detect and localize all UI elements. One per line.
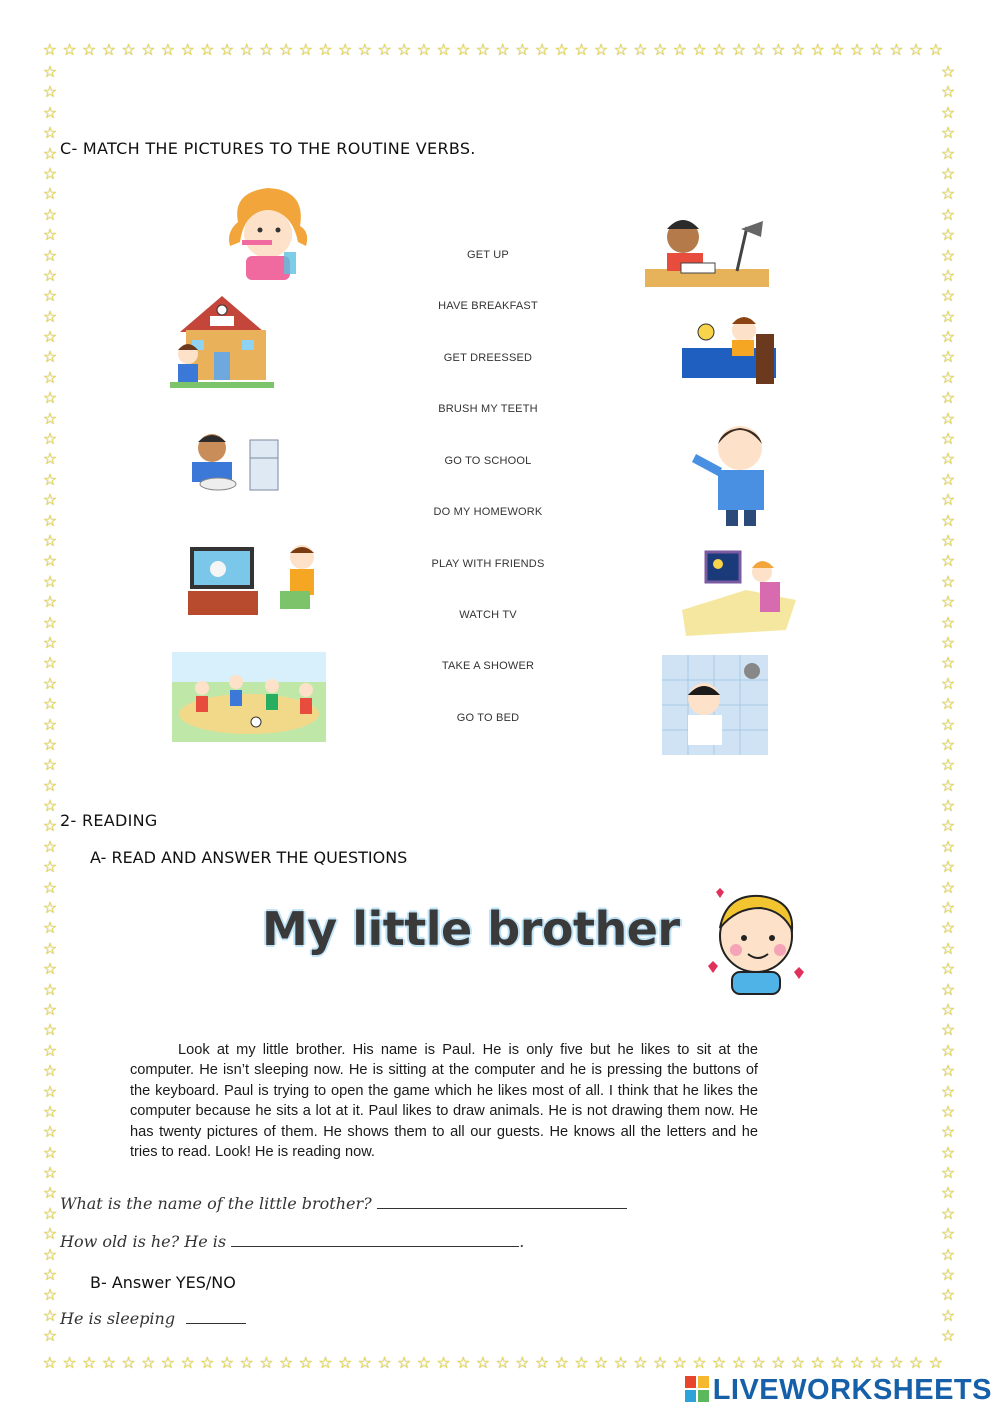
star-icon: ☆ [712, 40, 727, 58]
star-icon: ☆ [940, 469, 956, 489]
star-icon: ☆ [940, 490, 956, 510]
star-icon: ☆ [377, 1353, 392, 1371]
star-icon: ☆ [928, 1353, 943, 1371]
question-name [60, 1194, 627, 1213]
star-icon: ☆ [731, 1353, 747, 1371]
star-icon: ☆ [42, 999, 58, 1019]
star-icon: ☆ [42, 40, 58, 58]
question-sleeping-text: He is sleeping [60, 1309, 176, 1328]
story-paragraph: Look at my little brother. His name is Paul. He is only five but he likes to sit at the computer. He isn’t sleeping now. He is sitting at the computer and he is pressing the buttons of the keyboard. Paul is trying to open the game which he likes most of all. I think that he likes the computer because he sits a lot at it. Paul likes to draw animals. He is not drawing them now. He has twenty pictures of them. He shows them to all our guests. He knows all the letters and he tries to read. Look! He is reading now. [130, 1042, 758, 1161]
star-icon: ☆ [940, 755, 956, 775]
star-icon: ☆ [940, 327, 956, 347]
star-icon: ☆ [940, 734, 956, 754]
star-icon: ☆ [42, 959, 58, 979]
star-icon: ☆ [357, 1353, 373, 1371]
star-icon: ☆ [42, 1183, 58, 1203]
star-icon: ☆ [534, 40, 550, 58]
star-icon: ☆ [940, 1183, 956, 1203]
star-icon: ☆ [42, 816, 58, 836]
star-icon: ☆ [940, 82, 956, 102]
star-icon: ☆ [200, 1353, 215, 1371]
star-icon: ☆ [377, 40, 392, 58]
star-icon: ☆ [940, 265, 956, 285]
star-icon: ☆ [940, 429, 956, 449]
star-icon: ☆ [940, 1163, 956, 1183]
star-icon: ☆ [940, 225, 956, 245]
star-icon: ☆ [42, 1081, 58, 1101]
star-icon: ☆ [940, 367, 956, 387]
star-icon: ☆ [42, 938, 58, 958]
star-icon: ☆ [574, 40, 589, 58]
verb-item: PLAY WITH FRIENDS [431, 558, 545, 570]
star-icon: ☆ [42, 143, 58, 163]
star-icon: ☆ [652, 1353, 668, 1371]
star-icon: ☆ [141, 1353, 156, 1371]
star-icon: ☆ [42, 612, 58, 632]
star-icon: ☆ [42, 367, 58, 387]
star-icon: ☆ [940, 612, 956, 632]
star-icon: ☆ [940, 1285, 956, 1305]
liveworksheets-logo[interactable] [685, 1374, 992, 1407]
star-icon: ☆ [239, 40, 254, 58]
star-icon: ☆ [42, 877, 58, 897]
star-icon: ☆ [337, 1353, 353, 1371]
star-icon: ☆ [771, 40, 786, 58]
star-icon: ☆ [475, 40, 491, 58]
star-icon: ☆ [259, 1353, 274, 1371]
star-icon: ☆ [42, 388, 58, 408]
star-icon: ☆ [180, 40, 195, 58]
boy-taking-shower-image [662, 655, 768, 755]
star-icon: ☆ [42, 449, 58, 469]
star-icon: ☆ [42, 1305, 58, 1325]
boy-going-to-school-image [170, 292, 274, 390]
boy-watching-tv-image [188, 543, 322, 619]
star-icon: ☆ [42, 979, 58, 999]
star-icon: ☆ [101, 40, 117, 58]
star-icon: ☆ [42, 1265, 58, 1285]
star-icon: ☆ [42, 592, 58, 612]
question-age-text: How old is he? He is [60, 1232, 227, 1251]
star-icon: ☆ [42, 755, 58, 775]
star-icon: ☆ [940, 510, 956, 530]
star-icon: ☆ [318, 1353, 333, 1371]
star-icon: ☆ [219, 1353, 235, 1371]
star-icon: ☆ [42, 551, 58, 571]
boy-doing-homework-image [645, 207, 769, 289]
star-icon: ☆ [416, 40, 432, 58]
star-icon: ☆ [692, 1353, 707, 1371]
star-icon: ☆ [908, 1353, 924, 1371]
star-icon: ☆ [397, 1353, 412, 1371]
star-icon: ☆ [42, 510, 58, 530]
star-icon: ☆ [534, 1353, 550, 1371]
star-icon: ☆ [259, 40, 274, 58]
star-icon: ☆ [42, 225, 58, 245]
star-icon: ☆ [940, 1305, 956, 1325]
star-icon: ☆ [42, 490, 58, 510]
star-icon: ☆ [633, 1353, 648, 1371]
star-icon: ☆ [121, 1353, 136, 1371]
star-icon: ☆ [42, 1244, 58, 1264]
star-icon: ☆ [42, 1353, 58, 1371]
star-icon: ☆ [298, 1353, 313, 1371]
star-icon: ☆ [940, 694, 956, 714]
star-icon: ☆ [160, 40, 176, 58]
star-border-right [939, 62, 957, 1354]
star-icon: ☆ [180, 1353, 195, 1371]
star-icon: ☆ [940, 592, 956, 612]
star-icon: ☆ [712, 1353, 727, 1371]
star-icon: ☆ [940, 163, 956, 183]
star-icon: ☆ [940, 184, 956, 204]
star-icon: ☆ [456, 40, 471, 58]
star-icon: ☆ [456, 1353, 471, 1371]
star-icon: ☆ [751, 1353, 766, 1371]
star-icon: ☆ [940, 143, 956, 163]
star-icon: ☆ [42, 796, 58, 816]
star-icon: ☆ [940, 306, 956, 326]
star-icon: ☆ [42, 1061, 58, 1081]
star-icon: ☆ [940, 775, 956, 795]
star-icon: ☆ [42, 714, 58, 734]
star-icon: ☆ [62, 40, 77, 58]
verb-item: WATCH TV [459, 609, 517, 621]
star-icon: ☆ [940, 1265, 956, 1285]
star-icon: ☆ [889, 40, 904, 58]
star-icon: ☆ [42, 1203, 58, 1223]
star-icon: ☆ [397, 40, 412, 58]
question-age-period: . [519, 1232, 525, 1251]
section-c-heading: C- MATCH THE PICTURES TO THE ROUTINE VERBS. [60, 139, 476, 158]
star-icon: ☆ [42, 898, 58, 918]
star-icon: ☆ [940, 857, 956, 877]
star-icon: ☆ [42, 327, 58, 347]
star-icon: ☆ [613, 1353, 628, 1371]
star-icon: ☆ [928, 40, 943, 58]
verb-item: DO MY HOMEWORK [433, 506, 543, 518]
question-name-text: What is the name of the little brother? [60, 1194, 372, 1213]
star-icon: ☆ [771, 1353, 786, 1371]
star-icon: ☆ [495, 40, 510, 58]
star-icon: ☆ [42, 1326, 58, 1346]
star-icon: ☆ [160, 1353, 176, 1371]
star-icon: ☆ [42, 265, 58, 285]
star-icon: ☆ [42, 1142, 58, 1162]
star-icon: ☆ [42, 571, 58, 591]
happy-boy-image [702, 884, 810, 996]
star-icon: ☆ [42, 694, 58, 714]
star-icon: ☆ [42, 1163, 58, 1183]
verb-item: GET UP [467, 249, 509, 261]
star-icon: ☆ [940, 796, 956, 816]
star-icon: ☆ [940, 1224, 956, 1244]
star-icon: ☆ [940, 551, 956, 571]
girl-going-to-bed-image [676, 550, 802, 642]
reading-heading: 2- READING [60, 811, 158, 830]
star-icon: ☆ [692, 40, 707, 58]
star-icon: ☆ [940, 1061, 956, 1081]
star-border-left [41, 62, 59, 1354]
star-icon: ☆ [42, 673, 58, 693]
verb-item: TAKE A SHOWER [441, 660, 535, 672]
star-icon: ☆ [849, 40, 865, 58]
star-icon: ☆ [515, 40, 530, 58]
star-icon: ☆ [318, 40, 333, 58]
star-icon: ☆ [849, 1353, 865, 1371]
star-icon: ☆ [940, 632, 956, 652]
star-icon: ☆ [830, 1353, 845, 1371]
star-icon: ☆ [940, 653, 956, 673]
star-icon: ☆ [751, 40, 766, 58]
star-border-bottom [40, 1353, 960, 1371]
star-icon: ☆ [940, 979, 956, 999]
star-icon: ☆ [42, 123, 58, 143]
star-icon: ☆ [790, 40, 806, 58]
star-icon: ☆ [337, 40, 353, 58]
star-icon: ☆ [633, 40, 648, 58]
star-icon: ☆ [62, 1353, 77, 1371]
star-icon: ☆ [810, 1353, 825, 1371]
question-age [60, 1232, 524, 1251]
star-icon: ☆ [298, 40, 313, 58]
verb-item: BRUSH MY TEETH [438, 403, 538, 415]
star-border-top [40, 40, 960, 58]
liveworksheets-brand-text: LIVEWORKSHEETS [712, 1374, 992, 1406]
star-icon: ☆ [940, 959, 956, 979]
star-icon: ☆ [42, 429, 58, 449]
star-icon: ☆ [940, 102, 956, 122]
reading-instruction-b: B- Answer YES/NO [90, 1273, 236, 1292]
star-icon: ☆ [42, 245, 58, 265]
star-icon: ☆ [940, 286, 956, 306]
girl-brushing-teeth-image [222, 182, 314, 280]
star-icon: ☆ [42, 836, 58, 856]
star-icon: ☆ [416, 1353, 432, 1371]
star-icon: ☆ [101, 1353, 117, 1371]
star-icon: ☆ [82, 1353, 97, 1371]
star-icon: ☆ [42, 62, 58, 81]
star-icon: ☆ [940, 62, 956, 81]
star-icon: ☆ [940, 999, 956, 1019]
verb-item: GET DREESSED [443, 352, 533, 364]
star-icon: ☆ [731, 40, 747, 58]
star-icon: ☆ [593, 40, 609, 58]
star-icon: ☆ [42, 530, 58, 550]
star-icon: ☆ [42, 918, 58, 938]
star-icon: ☆ [42, 1224, 58, 1244]
star-icon: ☆ [42, 857, 58, 877]
star-icon: ☆ [42, 347, 58, 367]
verb-item: GO TO SCHOOL [444, 455, 532, 467]
star-icon: ☆ [42, 1101, 58, 1121]
star-icon: ☆ [940, 347, 956, 367]
star-icon: ☆ [357, 40, 373, 58]
star-icon: ☆ [940, 530, 956, 550]
star-icon: ☆ [200, 40, 215, 58]
reading-instruction-a: A- READ AND ANSWER THE QUESTIONS [90, 848, 408, 867]
star-icon: ☆ [869, 40, 884, 58]
answer-name-blank[interactable] [377, 1194, 627, 1209]
star-icon: ☆ [940, 571, 956, 591]
star-icon: ☆ [436, 40, 451, 58]
star-icon: ☆ [42, 102, 58, 122]
star-icon: ☆ [593, 1353, 609, 1371]
star-icon: ☆ [810, 40, 825, 58]
star-icon: ☆ [652, 40, 668, 58]
star-icon: ☆ [869, 1353, 884, 1371]
star-icon: ☆ [889, 1353, 904, 1371]
answer-sleeping-blank[interactable] [186, 1309, 246, 1324]
star-icon: ☆ [42, 184, 58, 204]
star-icon: ☆ [940, 938, 956, 958]
star-icon: ☆ [42, 653, 58, 673]
star-icon: ☆ [42, 632, 58, 652]
star-icon: ☆ [42, 1285, 58, 1305]
star-icon: ☆ [121, 40, 136, 58]
star-icon: ☆ [42, 204, 58, 224]
star-icon: ☆ [42, 1040, 58, 1060]
star-icon: ☆ [42, 1020, 58, 1040]
star-icon: ☆ [141, 40, 156, 58]
star-icon: ☆ [940, 1326, 956, 1346]
verb-item: HAVE BREAKFAST [438, 300, 538, 312]
star-icon: ☆ [940, 1081, 956, 1101]
star-icon: ☆ [830, 40, 845, 58]
star-icon: ☆ [495, 1353, 510, 1371]
star-icon: ☆ [42, 163, 58, 183]
star-icon: ☆ [940, 1020, 956, 1040]
liveworksheets-badge-icon [685, 1376, 709, 1402]
star-icon: ☆ [940, 1203, 956, 1223]
star-icon: ☆ [278, 40, 294, 58]
star-icon: ☆ [219, 40, 235, 58]
star-icon: ☆ [940, 449, 956, 469]
star-icon: ☆ [42, 1122, 58, 1142]
verb-item: GO TO BED [456, 712, 520, 724]
star-icon: ☆ [940, 245, 956, 265]
star-icon: ☆ [42, 306, 58, 326]
star-icon: ☆ [790, 1353, 806, 1371]
star-icon: ☆ [908, 40, 924, 58]
star-icon: ☆ [42, 469, 58, 489]
star-icon: ☆ [574, 1353, 589, 1371]
star-icon: ☆ [672, 40, 688, 58]
question-sleeping [60, 1309, 246, 1328]
kids-playing-with-friends-image [172, 652, 326, 742]
star-icon: ☆ [554, 1353, 569, 1371]
star-icon: ☆ [613, 40, 628, 58]
star-icon: ☆ [554, 40, 569, 58]
star-icon: ☆ [239, 1353, 254, 1371]
star-icon: ☆ [42, 775, 58, 795]
star-icon: ☆ [940, 836, 956, 856]
story-title: My little brother [262, 902, 680, 956]
star-icon: ☆ [940, 877, 956, 897]
star-icon: ☆ [940, 1101, 956, 1121]
star-icon: ☆ [278, 1353, 294, 1371]
boy-getting-dressed-image [688, 418, 784, 528]
star-icon: ☆ [42, 82, 58, 102]
star-icon: ☆ [940, 714, 956, 734]
star-icon: ☆ [940, 1142, 956, 1162]
answer-age-blank[interactable] [231, 1232, 519, 1247]
star-icon: ☆ [940, 1040, 956, 1060]
star-icon: ☆ [82, 40, 97, 58]
star-icon: ☆ [940, 1244, 956, 1264]
star-icon: ☆ [42, 734, 58, 754]
star-icon: ☆ [436, 1353, 451, 1371]
star-icon: ☆ [940, 408, 956, 428]
star-icon: ☆ [42, 408, 58, 428]
star-icon: ☆ [940, 673, 956, 693]
star-icon: ☆ [940, 816, 956, 836]
star-icon: ☆ [940, 1122, 956, 1142]
star-icon: ☆ [672, 1353, 688, 1371]
boy-getting-up-image [678, 304, 782, 394]
man-having-breakfast-image [182, 428, 284, 496]
star-icon: ☆ [42, 286, 58, 306]
star-icon: ☆ [940, 898, 956, 918]
star-icon: ☆ [940, 204, 956, 224]
star-icon: ☆ [475, 1353, 491, 1371]
star-icon: ☆ [940, 123, 956, 143]
star-icon: ☆ [940, 918, 956, 938]
star-icon: ☆ [515, 1353, 530, 1371]
star-icon: ☆ [940, 388, 956, 408]
